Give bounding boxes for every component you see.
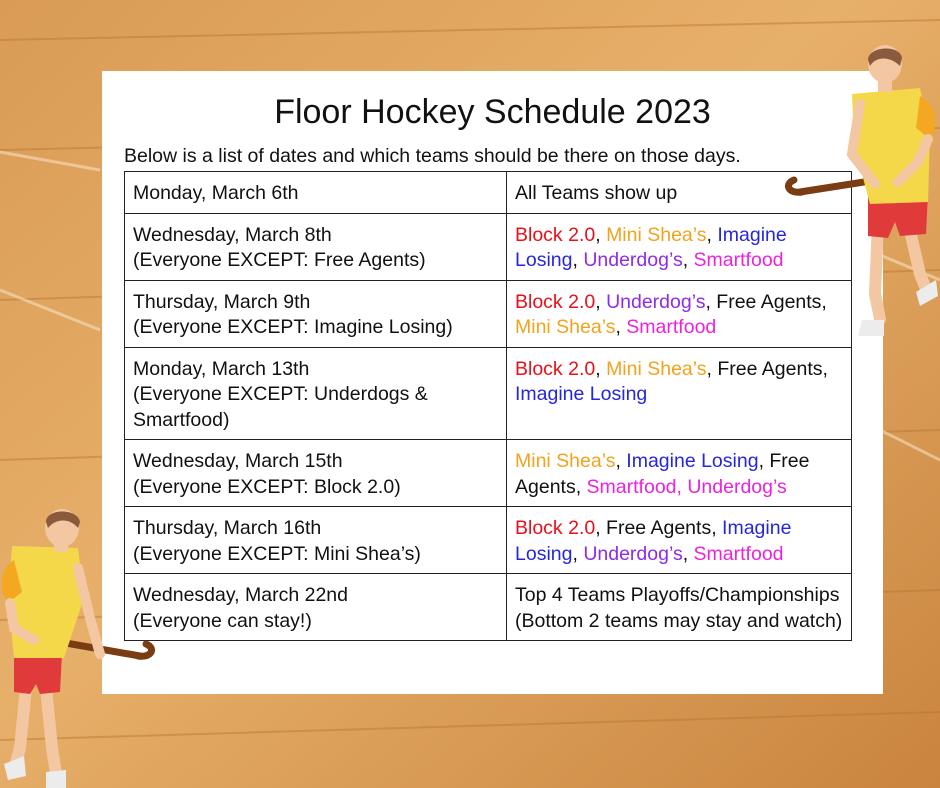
schedule-row xyxy=(125,507,852,574)
team-text: , xyxy=(682,249,694,271)
team-name: Smartfood xyxy=(693,542,784,565)
schedule-date-cell xyxy=(125,347,507,440)
team-text: Top 4 Teams Playoffs/Championships (Bottom 2 teams may stay and watch) xyxy=(515,584,843,632)
team-name: Block 2.0 xyxy=(515,517,596,539)
schedule-row xyxy=(125,172,852,214)
team-text: , xyxy=(595,357,607,380)
team-text: , xyxy=(682,542,694,565)
team-name: Block 2.0 xyxy=(515,223,596,246)
hockey-player-right-illustration xyxy=(780,44,940,344)
team-text: , Free Agents, xyxy=(706,357,828,380)
schedule-note: (Everyone EXCEPT: Imagine Losing) xyxy=(133,316,453,338)
schedule-teams-cell xyxy=(507,440,852,507)
schedule-row xyxy=(125,280,852,347)
schedule-note: (Everyone EXCEPT: Underdogs & Smartfood) xyxy=(133,383,428,431)
team-name: Block 2.0 xyxy=(515,290,596,313)
schedule-row xyxy=(125,347,852,440)
schedule-date: Wednesday, March 8th xyxy=(133,223,332,246)
team-name: Mini Shea’s xyxy=(515,316,616,338)
team-text: , xyxy=(572,249,584,271)
team-name: Underdog’s xyxy=(606,290,706,313)
team-text: , Free Agents, xyxy=(515,450,810,498)
team-name: Underdog’s xyxy=(687,475,787,498)
team-name: Imagine Losing xyxy=(515,383,648,405)
schedule-body xyxy=(125,172,852,641)
schedule-date: Thursday, March 16th xyxy=(133,517,322,539)
schedule-note: (Everyone EXCEPT: Block 2.0) xyxy=(133,475,401,498)
schedule-teams-cell xyxy=(507,507,852,574)
schedule-date-cell xyxy=(125,280,507,347)
schedule-date-cell xyxy=(125,440,507,507)
page-subtitle: Below is a list of dates and which teams should be there on those days. xyxy=(124,145,741,167)
team-text: , xyxy=(595,223,607,246)
schedule-date: Monday, March 13th xyxy=(133,357,310,380)
team-name: Mini Shea’s xyxy=(606,223,707,246)
page-title: Floor Hockey Schedule 2023 xyxy=(274,93,711,131)
team-name: Block 2.0 xyxy=(515,357,596,380)
team-text: , xyxy=(615,450,627,472)
team-name: Mini Shea’s xyxy=(606,357,707,380)
schedule-date: Thursday, March 9th xyxy=(133,290,311,313)
schedule-teams-cell xyxy=(507,574,852,641)
schedule-card xyxy=(102,71,883,694)
schedule-row xyxy=(125,574,852,641)
schedule-teams-cell xyxy=(507,347,852,440)
team-name: Underdog’s xyxy=(583,542,683,565)
schedule-row xyxy=(125,440,852,507)
team-name: Imagine Losing xyxy=(626,450,759,472)
team-name: Smartfood, xyxy=(586,475,688,498)
schedule-date: Wednesday, March 22nd xyxy=(133,584,348,606)
schedule-row xyxy=(125,213,852,280)
schedule-date: Monday, March 6th xyxy=(133,182,299,204)
team-name: Smartfood xyxy=(626,316,717,338)
schedule-note: (Everyone EXCEPT: Mini Shea’s) xyxy=(133,542,421,565)
schedule-note: (Everyone can stay!) xyxy=(133,609,312,632)
schedule-date: Wednesday, March 15th xyxy=(133,450,343,472)
hockey-player-left-illustration xyxy=(0,508,160,788)
team-name: Imagine Losing xyxy=(515,517,792,565)
schedule-date-cell xyxy=(125,172,507,214)
team-name: Mini Shea’s xyxy=(515,450,616,472)
schedule-date-cell xyxy=(125,574,507,641)
schedule-table xyxy=(124,171,852,641)
team-text: All Teams show up xyxy=(515,182,678,204)
schedule-date-cell xyxy=(125,213,507,280)
team-name: Imagine Losing xyxy=(515,223,787,271)
team-text: , xyxy=(572,542,584,565)
team-text: , xyxy=(615,316,627,338)
schedule-date-cell xyxy=(125,507,507,574)
team-text: , Free Agents, xyxy=(595,517,723,539)
team-text: , xyxy=(595,290,607,313)
team-name: Underdog’s xyxy=(583,249,683,271)
team-text: , Free Agents, xyxy=(705,290,827,313)
schedule-note: (Everyone EXCEPT: Free Agents) xyxy=(133,249,426,271)
team-name: Smartfood xyxy=(693,249,784,271)
team-text: , xyxy=(706,223,718,246)
